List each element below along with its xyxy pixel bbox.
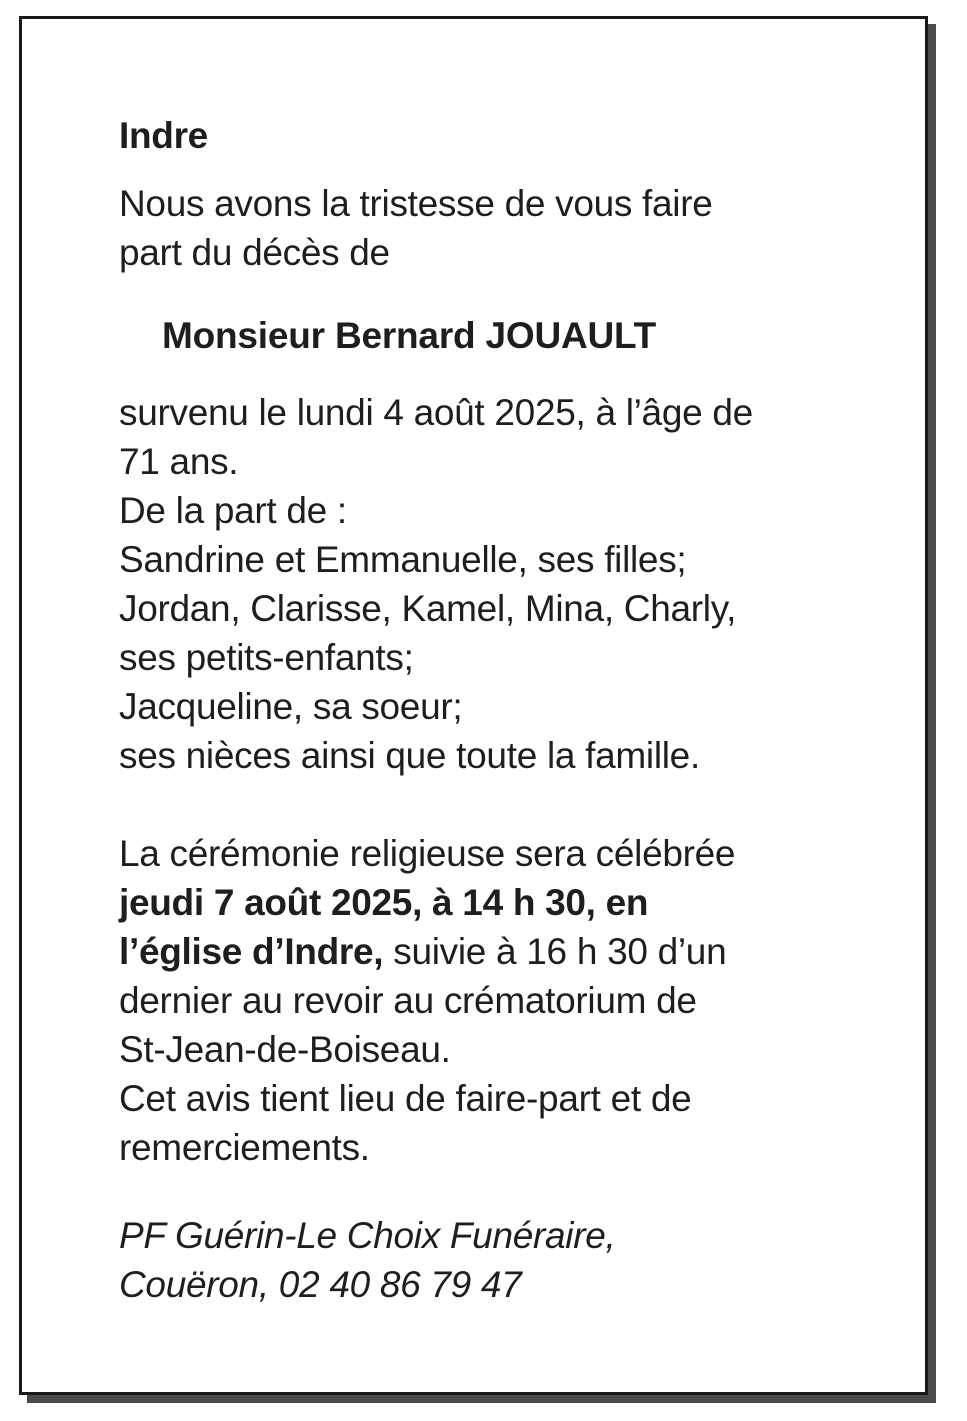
ceremony-followup-line: St-Jean-de-Boiseau. xyxy=(119,1029,451,1070)
ceremony-intro: La cérémonie religieuse sera célébrée xyxy=(119,833,736,874)
ceremony-place-line xyxy=(119,927,879,976)
ceremony-date: jeudi 7 août 2025, à 14 h 30, en xyxy=(119,882,649,923)
closing-line: remerciements. xyxy=(119,1127,370,1168)
family-line: Jacqueline, sa soeur; xyxy=(119,686,463,727)
death-info xyxy=(119,388,879,780)
family-line: Sandrine et Emmanuelle, ses filles; xyxy=(119,539,687,580)
intro-line: Nous avons la tristesse de vous faire xyxy=(119,183,713,224)
family-line: ses petits-enfants; xyxy=(119,637,414,678)
family-line: Jordan, Clarisse, Kamel, Mina, Charly, xyxy=(119,588,737,629)
location-heading: Indre xyxy=(119,115,208,156)
closing-line: Cet avis tient lieu de faire-part et de xyxy=(119,1078,692,1119)
intro-text xyxy=(119,179,879,277)
funeral-home-signature xyxy=(119,1211,879,1309)
intro-line: part du décès de xyxy=(119,232,390,273)
deceased-name: Monsieur Bernard JOUAULT xyxy=(162,315,657,356)
ceremony-info xyxy=(119,829,879,1172)
family-line: ses nièces ainsi que toute la famille. xyxy=(119,735,700,776)
obituary-notice xyxy=(19,16,928,1395)
funeral-home-name: PF Guérin-Le Choix Funéraire, xyxy=(119,1215,616,1256)
from-label: De la part de : xyxy=(119,490,347,531)
ceremony-followup-line: dernier au revoir au crématorium de xyxy=(119,980,697,1021)
death-info-line: 71 ans. xyxy=(119,441,239,482)
funeral-home-contact: Couëron, 02 40 86 79 47 xyxy=(119,1264,522,1305)
notice-content xyxy=(119,111,879,1309)
death-info-line: survenu le lundi 4 août 2025, à l’âge de xyxy=(119,392,753,433)
ceremony-followup: suivie à 16 h 30 d’un xyxy=(383,931,727,972)
ceremony-place: l’église d’Indre, xyxy=(119,931,384,972)
